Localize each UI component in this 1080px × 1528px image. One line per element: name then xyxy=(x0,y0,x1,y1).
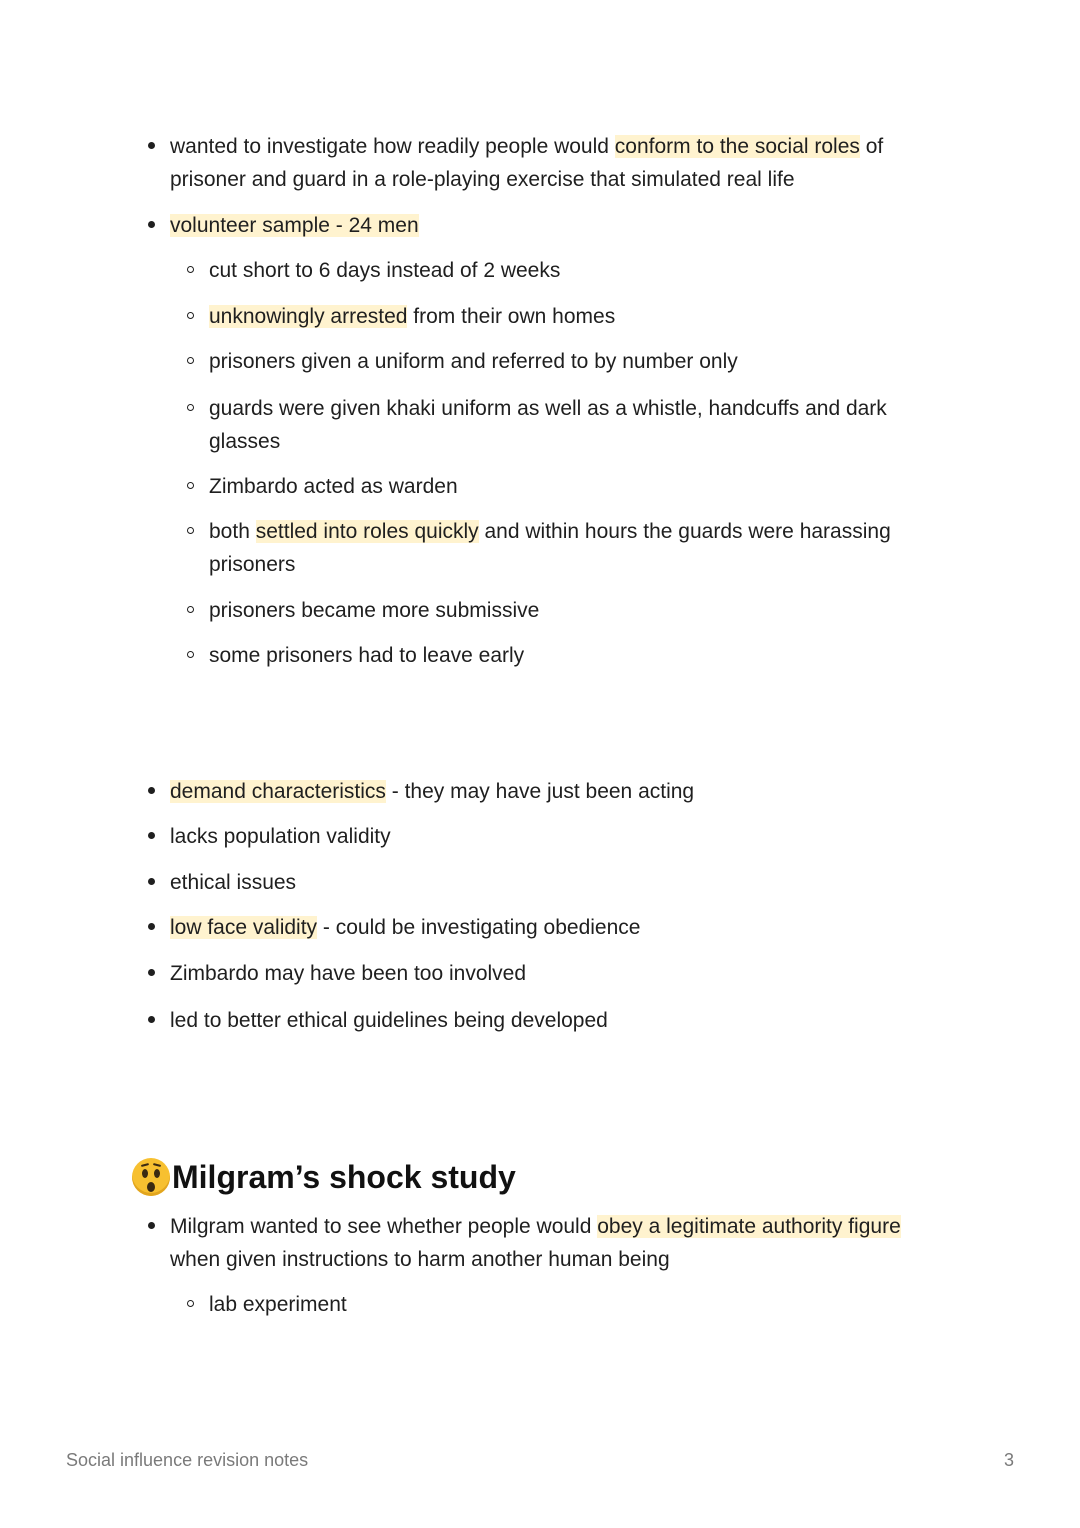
sub-list-item xyxy=(209,470,929,503)
footer-title: Social influence revision notes xyxy=(66,1450,309,1470)
item-text: prisoners given a uniform and referred to by number only xyxy=(209,350,738,373)
highlighted-text: volunteer sample - 24 men xyxy=(170,214,419,237)
item-text: some prisoners had to leave early xyxy=(209,644,525,667)
list-item xyxy=(170,957,940,990)
bullet-disc xyxy=(144,1210,158,1243)
list-item xyxy=(170,775,940,808)
item-text: and within hours the guards were harassing prisoners xyxy=(209,520,891,576)
item-text: lab experiment xyxy=(209,1293,347,1316)
sub-list-item xyxy=(209,639,929,672)
bullet-circle xyxy=(183,515,197,548)
bullet-circle xyxy=(183,1288,197,1321)
sub-list-item xyxy=(209,254,929,287)
bullet-disc xyxy=(144,820,158,853)
list-item xyxy=(170,866,940,899)
item-text: - could be investigating obedience xyxy=(317,916,641,939)
sub-list-item xyxy=(209,392,929,458)
bullet-disc xyxy=(144,209,158,242)
bullet-disc xyxy=(144,957,158,990)
item-text: Zimbardo may have been too involved xyxy=(170,962,527,985)
bullet-circle xyxy=(183,392,197,425)
bullet-circle xyxy=(183,254,197,287)
item-text: led to better ethical guidelines being developed xyxy=(170,1009,608,1032)
highlighted-text: conform to the social roles xyxy=(614,135,860,158)
bullet-circle xyxy=(183,639,197,672)
item-text: prisoners became more submissive xyxy=(209,599,540,622)
bullet-circle xyxy=(183,594,197,627)
bullet-circle xyxy=(183,345,197,378)
item-text: cut short to 6 days instead of 2 weeks xyxy=(209,259,561,282)
list-item xyxy=(170,820,940,853)
bullet-circle xyxy=(183,300,197,333)
bullet-disc xyxy=(144,911,158,944)
heading-text: Milgram’s shock study xyxy=(172,1159,516,1195)
list-item xyxy=(170,130,940,196)
sub-list-item xyxy=(209,345,929,378)
section-heading xyxy=(132,1155,516,1199)
item-text: ethical issues xyxy=(170,871,297,894)
item-text: of prisoner and guard in a role-playing exercise that simulated real life xyxy=(170,135,884,191)
item-text: when given instructions to harm another human being xyxy=(170,1248,670,1271)
list-item xyxy=(170,1210,940,1276)
sub-list-item xyxy=(209,1288,929,1321)
list-item xyxy=(170,1004,940,1037)
item-text: wanted to investigate how readily people would xyxy=(170,135,615,158)
item-text: lacks population validity xyxy=(170,825,391,848)
bullet-disc xyxy=(144,130,158,163)
highlighted-text: demand characteristics xyxy=(170,780,386,803)
bullet-disc xyxy=(144,1004,158,1037)
list-item xyxy=(170,911,940,944)
item-text: Zimbardo acted as warden xyxy=(209,475,458,498)
bullet-disc xyxy=(144,775,158,808)
sub-list-item xyxy=(209,515,929,581)
list-item xyxy=(170,209,940,242)
highlighted-text: obey a legitimate authority figure xyxy=(597,1215,901,1238)
astonished-face-icon xyxy=(132,1158,170,1196)
item-text: Milgram wanted to see whether people would xyxy=(170,1215,598,1238)
item-text: guards were given khaki uniform as well as a whistle, handcuffs and dark glasses xyxy=(209,397,887,453)
bullet-circle xyxy=(183,470,197,503)
highlighted-text: settled into roles quickly xyxy=(255,520,479,543)
page-number: 3 xyxy=(1003,1450,1014,1470)
item-text: - they may have just been acting xyxy=(385,780,695,803)
highlighted-text: unknowingly arrested xyxy=(209,305,408,328)
sub-list-item xyxy=(209,594,929,627)
bullet-disc xyxy=(144,866,158,899)
sub-list-item xyxy=(209,300,929,333)
highlighted-text: low face validity xyxy=(170,916,318,939)
item-text: both xyxy=(209,520,256,543)
item-text: from their own homes xyxy=(407,305,616,328)
